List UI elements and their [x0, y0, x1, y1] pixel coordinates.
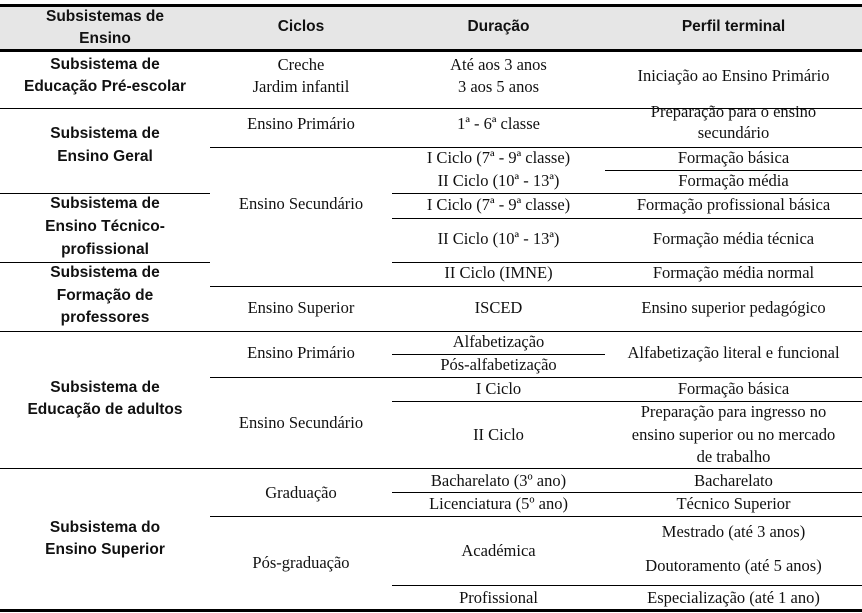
subsystem-name: Subsistema de: [50, 56, 160, 73]
subsystem-name: Ensino Geral: [57, 148, 153, 165]
table-cell: Ensino Primário: [247, 343, 355, 362]
table-cell: Formação profissional básica: [636, 195, 831, 214]
table-cell: Bacharelato: [694, 471, 773, 490]
table-cell: Ensino Secundário: [238, 413, 364, 432]
table-cell: Doutoramento (até 5 anos): [645, 556, 822, 575]
table-cell: Formação básica: [677, 379, 790, 398]
subsystem-name: profissional: [61, 241, 149, 258]
table-cell: Alfabetização literal e funcional: [627, 343, 840, 362]
table-cell: de trabalho: [696, 447, 771, 466]
table-cell: II Ciclo (10ª - 13ª): [437, 171, 560, 190]
subsystem-name: Subsistema de: [50, 195, 160, 212]
table-rule: [0, 468, 862, 469]
table-cell: Mestrado (até 3 anos): [661, 522, 806, 541]
table-cell: Formação média normal: [652, 263, 815, 282]
table-cell: Licenciatura (5º ano): [429, 494, 568, 513]
table-rule: [210, 516, 862, 517]
subsystem-name: professores: [60, 309, 150, 326]
table-cell: Jardim infantil: [252, 77, 350, 96]
header-subsystems: Ensino: [79, 30, 131, 47]
table-cell: I Ciclo (7ª - 9ª classe): [426, 148, 571, 167]
table-cell: secundário: [697, 123, 770, 142]
table-cell: Pós-graduação: [252, 553, 350, 572]
table-cell: ISCED: [474, 298, 523, 317]
table-cell: Académica: [461, 541, 536, 560]
table-cell: Ensino Primário: [247, 114, 355, 133]
subsystem-name: Subsistema de: [50, 379, 160, 396]
header-cycles: Ciclos: [277, 18, 325, 35]
header-duration: Duração: [467, 18, 530, 35]
subsystem-name: Educação Pré-escolar: [24, 78, 186, 95]
table-cell: Preparação para ingresso no: [640, 402, 827, 421]
table-rule: [392, 585, 862, 586]
table-rule: [392, 218, 862, 219]
table-rule: [0, 609, 862, 612]
table-cell: Formação média técnica: [652, 229, 815, 248]
table-cell: Preparação para o ensino: [650, 102, 817, 121]
subsystem-name: Ensino Técnico-: [45, 218, 165, 235]
table-cell: Ensino Superior: [247, 298, 355, 317]
table-cell: ensino superior ou no mercado: [631, 425, 836, 444]
table-cell: Especialização (até 1 ano): [647, 588, 820, 607]
table-rule: [210, 286, 862, 287]
subsystem-name: Subsistema de: [50, 264, 160, 281]
subsystem-name: Subsistema do: [49, 519, 161, 536]
table-cell: Formação básica: [677, 148, 790, 167]
table-cell: Alfabetização: [452, 332, 545, 351]
header-profile: Perfil terminal: [681, 18, 786, 35]
table-cell: 1ª - 6ª classe: [457, 114, 540, 133]
table-cell: Ensino Secundário: [238, 194, 364, 213]
table-cell: I Ciclo: [475, 379, 522, 398]
table-cell: II Ciclo (IMNE): [444, 263, 553, 282]
subsystem-name: Subsistema de: [50, 125, 160, 142]
table-cell: Até aos 3 anos: [450, 55, 547, 74]
table-cell: Ensino superior pedagógico: [641, 298, 826, 317]
subsystem-name: Educação de adultos: [27, 401, 183, 418]
header-subsystems: Subsistemas de: [45, 8, 165, 25]
table-cell: Profissional: [459, 588, 538, 607]
table-cell: Técnico Superior: [676, 494, 791, 513]
table-cell: I Ciclo (7ª - 9ª classe): [426, 195, 571, 214]
table-cell: Pós-alfabetização: [440, 355, 557, 374]
table-cell: Graduação: [265, 483, 337, 502]
subsystem-name: Ensino Superior: [45, 541, 165, 558]
table-cell: Iniciação ao Ensino Primário: [637, 66, 830, 85]
table-cell: Bacharelato (3º ano): [430, 471, 567, 490]
table-cell: Formação média: [678, 171, 789, 190]
table-cell: II Ciclo (10ª - 13ª): [437, 229, 560, 248]
table-cell: Creche: [277, 55, 325, 74]
table-cell: 3 aos 5 anos: [457, 77, 540, 96]
subsystem-name: Formação de: [56, 287, 154, 304]
table-cell: II Ciclo: [473, 425, 524, 444]
